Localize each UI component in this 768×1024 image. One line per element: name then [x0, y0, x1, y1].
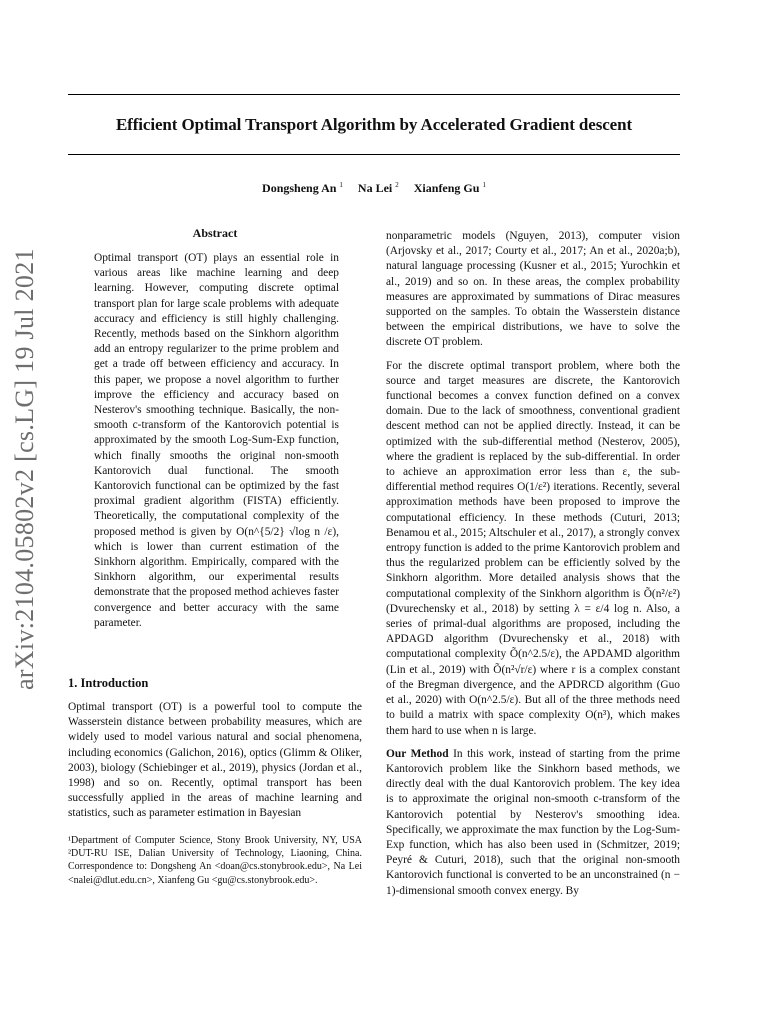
body-paragraph: nonparametric models (Nguyen, 2013), computer vision (Arjovsky et al., 2017; Courty et al., 2017; An et al., 2020a;b), natural language processing (Kusner et al., 2015; Yurochkin et al., 2019) and so on. In these areas, the complex probability measures are approximated by summations of Dirac measures supported on the samples. To obtain the Wasserstein distance between the empirical distributions, we have to solve the discrete OT problem. — [386, 230, 680, 349]
title-bottom-rule — [68, 154, 680, 155]
paper-title: Efficient Optimal Transport Algorithm by Accelerated Gradient descent — [115, 115, 633, 134]
intro-text — [68, 700, 362, 822]
author-list — [68, 181, 680, 196]
author-name: Dongsheng An — [262, 181, 337, 195]
body-paragraph — [386, 747, 680, 899]
paragraph-text: In this work, instead of starting from the prime Kantorovich problem like the Sinkhorn based methods, we directly deal with the dual Kantorovich problem. The key idea is to approximate the original non-smooth c-transform of the Kantorovich potential by Nesterov's smoothing idea. Specifically, we approximate the max function by the Log-Sum-Exp function, which has also been used in (Schmitzer, 2019; Peyré & Cuturi, 2018), such that the original non-smooth Kantorovich functional is converted to be an unconstrained (n − 1)-dimensional smooth convex energy. By — [386, 747, 681, 897]
run-in-heading: Our Method — [386, 747, 449, 760]
author-affiliation: 1 — [339, 181, 343, 189]
abstract-text — [94, 251, 339, 631]
author-name: Xianfeng Gu — [413, 181, 480, 195]
abstract-heading: Abstract — [192, 226, 238, 240]
affiliation-footnote — [68, 834, 362, 887]
author-name: Na Lei — [357, 181, 393, 195]
abstract-paragraph: Optimal transport (OT) plays an essential role in various areas like machine learning and deep learning. However, computing discrete optimal transport plan for large scale problems with adequate accuracy and efficiency is still highly challenging. Recently, methods based on the Sinkhorn algorithm add an entropy regularizer to the prime problem and get a trade off between efficiency and accuracy. In this paper, we propose a novel algorithm to further improve the efficiency and accuracy based on Nesterov's smoothing technique. Basically, the non-smooth c-transform of the Kantorovich potential is approximated by the smooth Log-Sum-Exp function, which finally smooths the original non-smooth Kantorovich dual functional. The smooth Kantorovich functional can be optimized by the fast proximal gradient algorithm (FISTA) efficiently. Theoretically, the computational complexity of the proposed method is given by O(n^{5/2} √log n /ε), which is lower than current estimation of the Sinkhorn algorithm. Empirically, compared with the Sinkhorn algorithm, our experimental results demonstrate that the proposed method achieves faster convergence and better accuracy with the same parameter. — [94, 252, 339, 629]
footnote-text: ¹Department of Computer Science, Stony Brook University, NY, USA ²DUT-RU ISE, Dalian University of Technology, Liaoning, China. Correspondence to: Dongsheng An <doan@cs.stonybrook.edu>, Na Lei <nalei@dlut.edu.cn>, Xianfeng Gu <gu@cs.stonybrook.edu>. — [68, 835, 362, 886]
author-affiliation: 2 — [395, 181, 399, 189]
title-top-rule — [68, 94, 680, 95]
right-column — [386, 229, 680, 899]
author-affiliation: 1 — [482, 181, 486, 189]
section-heading: 1. Introduction — [68, 676, 149, 690]
body-paragraph: For the discrete optimal transport problem, where both the source and target measures are discrete, the Kantorovich functional becomes a convex function defined on a convex domain. Due to the lack of smoothness, conventional gradient descent method can not be applied directly. Instead, it can be optimized with the sub-differential method (Nesterov, 2005), where the gradient is replaced by the sub-differential. In order to achieve an approximation error less than ε, the sub-differential method requires O(1/ε²) iterations. Recently, several approximation methods have been proposed to improve the computational efficiency. In these methods (Cuturi, 2013; Benamou et al., 2015; Altschuler et al., 2017), a strongly convex entropy function is added to the prime Kantorovich problem and thus the regularized problem can be efficiently solved by the Sinkhorn algorithm. More detailed analysis shows that the computational complexity of the Sinkhorn algorithm is Õ(n²/ε²) (Dvurechensky et al., 2018) by setting λ = ε/4 log n. Also, a series of primal-dual algorithms are proposed, including the APDAGD algorithm (Dvurechensky et al., 2018) with computational complexity Õ(n^2.5/ε), the APDAMD algorithm (Lin et al., 2019) with Õ(n²√r/ε) where r is a complex constant of the Bregman divergence, and the APDRCD algorithm (Guo et al., 2020) with O(n^2.5/ε). But all of the three methods need to build a matrix with space complexity O(n³), which makes them hard to use when n is large. — [386, 359, 680, 737]
arxiv-stamp: arXiv:2104.05802v2 [cs.LG] 19 Jul 2021 — [10, 248, 39, 690]
intro-paragraph: Optimal transport (OT) is a powerful tool to compute the Wasserstein distance between probability measures, which are widely used to model various natural and social phenomena, including economics (Galichon, 2016), optics (Glimm & Oliker, 2003), biology (Schiebinger et al., 2019), physics (Jordan et al., 1998) and so on. Recently, optimal transport has been successfully applied in the areas of machine learning and statistics, such as parameter estimation in Bayesian — [68, 701, 362, 820]
